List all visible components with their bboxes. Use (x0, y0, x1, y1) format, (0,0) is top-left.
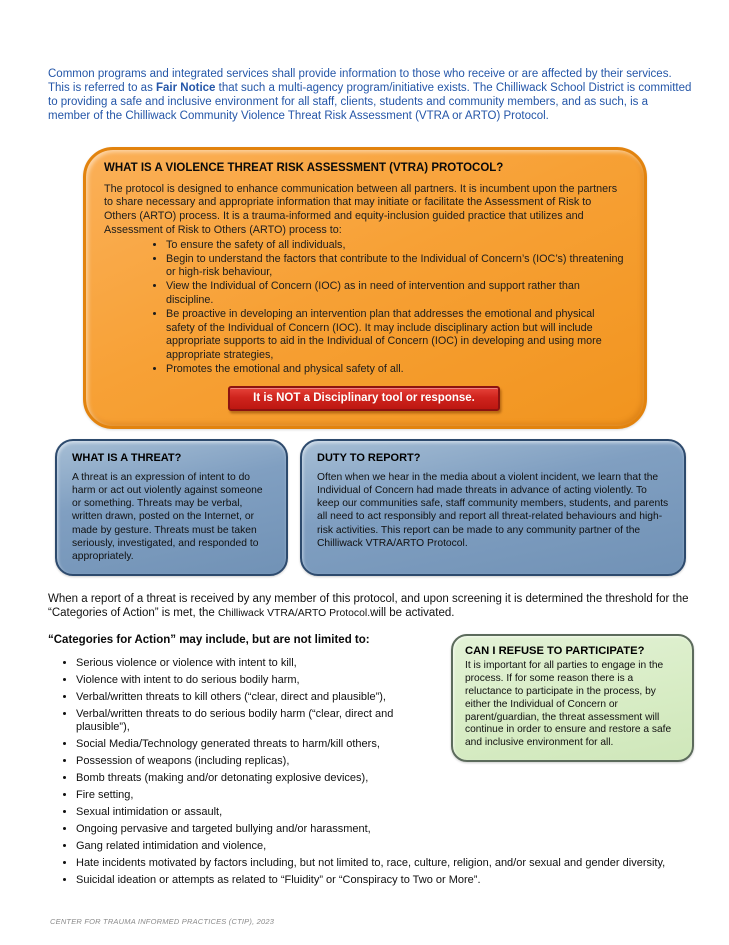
fair-notice-bold: Fair Notice (156, 81, 216, 94)
list-item: • Ongoing pervasive and targeted bullying and/or harassment, (76, 823, 696, 836)
list-item: • Hate incidents motivated by factors including, but not limited to, race, culture, religion, and/or sexual and gender diversity, (76, 857, 696, 870)
list-item: • Violence with intent to do serious bodily harm, (76, 674, 696, 687)
not-disciplinary-banner: It is NOT a Disciplinary tool or response. (228, 386, 500, 411)
threat-box-title: WHAT IS A THREAT? (72, 451, 182, 464)
vtra-protocol-box (83, 147, 647, 429)
duty-box-title: DUTY TO REPORT? (317, 451, 421, 464)
list-item: • Sexual intimidation or assault, (76, 806, 696, 819)
footer-credit: CENTER FOR TRAUMA INFORMED PRACTICES (CTIP), 2023 (50, 916, 275, 926)
info-box-row (55, 439, 689, 576)
list-item: • Social Media/Technology generated threats to harm/kill others, (76, 738, 696, 751)
list-item: • Verbal/written threats to kill others (“clear, direct and plausible”), (76, 691, 696, 704)
categories-section (48, 634, 696, 926)
categories-heading: “Categories for Action” may include, but are not limited to: (48, 634, 370, 647)
list-item: • Suicidal ideation or attempts as related to “Fluidity” or “Conspiracy to Two or More”. (76, 874, 696, 887)
list-item: • Begin to understand the factors that contribute to the Individual of Concern’s (IOC’s) threatening or high-risk behaviour, (166, 253, 624, 281)
refuse-box-body: It is important for all parties to engage in the process. If for some reason there is a reluctance to participate in the process, by either the Individual of Concern or parent/guardian, the threat assessment will continue in order to ensure and restore a safe and inclusive environment for all. (465, 660, 672, 749)
duty-box-body: Often when we hear in the media about a violent incident, we learn that the Individual of Concern had made threats in advance of acting violently. To keep our communities safe, staff community members, students, and parents all need to act responsibly and report all threat-related behaviours and high-risk activities. This report can be made to any community partner of the Chilliwack VTRA/ARTO Protocol. (317, 471, 669, 549)
vtra-box-body: The protocol is designed to enhance communication between all partners. It is incumbent upon the partners to share necessary and appropriate information that may initiate or facilitate the Assessment of Risk to Others (ARTO) process. It is a trauma-informed and equity-inclusion guided practice that utilizes and Assessment of Risk to Others (ARTO) process to: (104, 182, 618, 236)
refuse-to-participate-box (451, 634, 694, 762)
report-text-pre: When a report of a threat is received by any member of this protocol, and upon screening it is determined the threshold for the “Categories of Action” is met, the (48, 593, 689, 620)
list-item: • Gang related intimidation and violence, (76, 840, 696, 853)
threat-box-body: A threat is an expression of intent to do harm or act out violently against someone or something. Threats may be verbal, written drawn, posted on the Internet, or made by gesture. Threats must be taken seriously, investigated, and responded to appropriately. (72, 471, 263, 562)
list-item: • Fire setting, (76, 789, 696, 802)
what-is-threat-box (55, 439, 288, 576)
intro-text-post: that such a multi-agency program/initiative exists. The Chilliwack School District is committed to providing a safe and inclusive environment for all staff, clients, students and community members, and as such, is a member of the Chilliwack Community Violence Threat Risk Assessment (VTRA or ARTO) Protocol. (48, 81, 692, 123)
list-item: • Bomb threats (making and/or detonating explosive devices), (76, 772, 696, 785)
list-item: • To ensure the safety of all individuals, (166, 239, 624, 253)
list-item: • Possession of weapons (including replicas), (76, 755, 696, 768)
list-item: • View the Individual of Concern (IOC) as in need of intervention and support rather than discipline. (166, 280, 624, 308)
duty-to-report-box (300, 439, 686, 576)
list-item: • Be proactive in developing an intervention plan that addresses the emotional and physical safety of the Individual of Concern (IOC). It may include disciplinary action but will include appropriate supports to aid in the Individual of Concern (IOC) in developing and using more appropriate strategies, (166, 308, 624, 363)
protocol-name: Chilliwack VTRA/ARTO Protocol. (218, 608, 371, 620)
list-item: • Verbal/written threats to do serious bodily harm (“clear, direct and plausible”), (76, 708, 696, 735)
list-item: • Serious violence or violence with intent to kill, (76, 657, 696, 670)
refuse-box-title: CAN I REFUSE TO PARTICIPATE? (465, 645, 645, 658)
intro-text-pre: Common programs and integrated services shall provide information to those who receive or are affected by their services. This is referred to as (48, 67, 672, 94)
fair-notice-paragraph (48, 67, 693, 124)
report-text-post: will be activated. (370, 607, 455, 620)
vtra-box-title: WHAT IS A VIOLENCE THREAT RISK ASSESSMENT (VTRA) PROTOCOL? (104, 161, 504, 174)
report-activation-paragraph (48, 592, 696, 621)
list-item: • Promotes the emotional and physical safety of all. (166, 363, 624, 377)
vtra-bullet-list (104, 239, 624, 377)
